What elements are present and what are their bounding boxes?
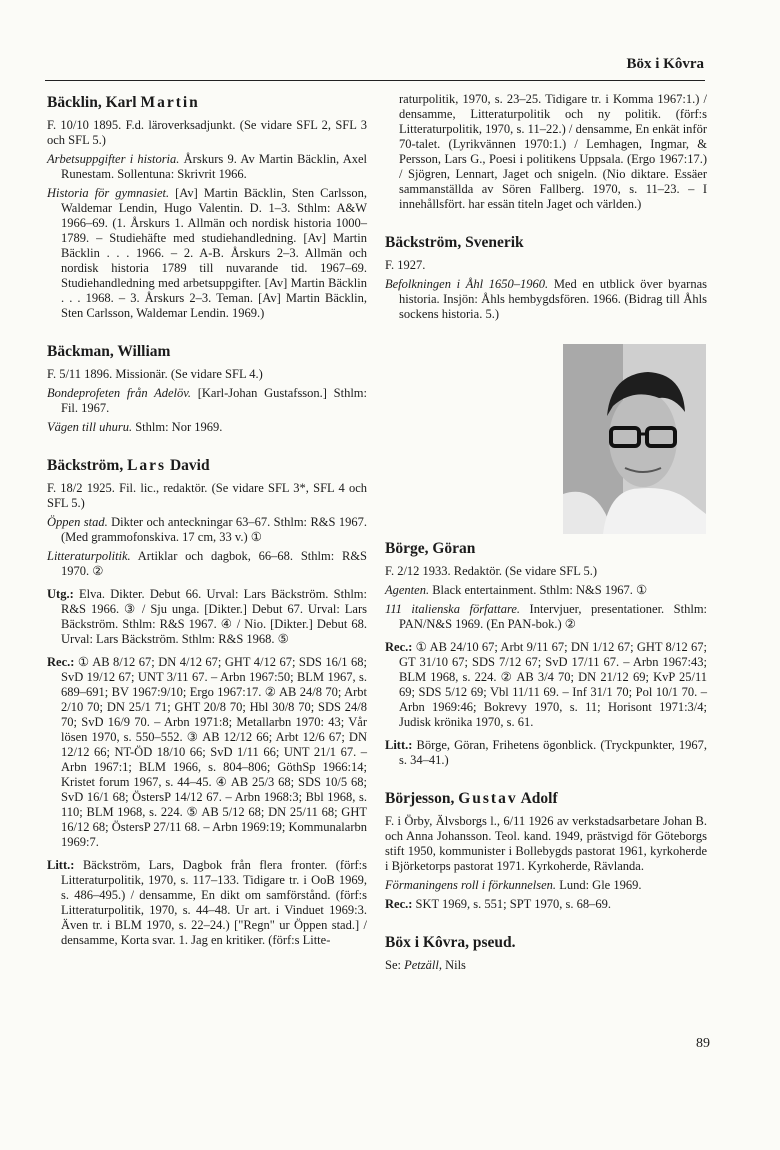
section-label: Utg.: [47, 587, 74, 601]
section-text: Bäckström, Lars, Dagbok från flera fronter. (förf:s Litteraturpolitik, 1970, s. 117–133. Tidigare tr. i OoB 1969, s. 486–495.) / densamme, En dikt om samförstånd. (förf:s Litteraturpolitik, 1970, s. 44–48. Ur art. i Vinduet 1969:3. Även tr. i BLM 1970, s. 22–24.) ["Regn" ur Öppen stad.] / densamme, Korta svar. 1. Jag en kritiker. (förf:s Litte- [61, 858, 367, 947]
work-details: Sthlm: Nor 1969. [132, 420, 223, 434]
literature-section [385, 738, 707, 768]
entry-borge [385, 540, 707, 768]
left-column [47, 92, 367, 970]
heading-text: Bäcklin, Karl [47, 94, 141, 111]
work-details: Med en utblick över byarnas historia. Insjön: Åhls hembygdsfören. 1966. (Bidrag till Åhls sockens historia. 5.) [399, 277, 707, 321]
work-item [47, 386, 367, 416]
entry-backstrom-svenerik [385, 234, 707, 322]
section-text: SKT 1969, s. 551; SPT 1970, s. 68–69. [412, 897, 611, 911]
see-target-surname: Petzäll, [404, 958, 442, 972]
work-item [385, 277, 707, 322]
heading-spaced-name: Martin [140, 94, 200, 111]
section-text: Börge, Göran, Frihetens ögonblick. (Tryckpunkter, 1967, s. 34–41.) [399, 738, 707, 767]
section-label: Rec.: [47, 655, 75, 669]
work-item [47, 186, 367, 321]
section-label: Rec.: [385, 640, 413, 654]
literature-section [47, 858, 367, 948]
work-item [385, 602, 707, 632]
work-title: Historia för gymnasiet. [47, 186, 170, 200]
right-column [385, 92, 707, 995]
work-item [47, 152, 367, 182]
heading-spaced-name: Gustav [458, 790, 518, 807]
work-item [47, 515, 367, 545]
entry-heading: Bäckman, William [47, 343, 171, 360]
work-title: Befolkningen i Åhl 1650–1960. [385, 277, 549, 291]
work-details: [Av] Martin Bäcklin, Sten Carlsson, Waldemar Lendin, Hugo Valentin. D. 1–3. Sthlm: A&W 1966–69. (1. Årskurs 1. Allmän och nordisk historia 1000–1789. – Studiehäfte med studiehandledning. [Av] Martin Bäcklin . . . 1966. – 2. A-B. Årskurs 2–3. Allmän och nordisk historia 1789 till nuvarande tid. 1967–69. Studiehandledning med arbetsuppgifter. [Av] Martin Bäcklin . . . 1968. – 3. Årskurs 2–3. Teman. [Av] Martin Bäcklin, Sten Carlsson, Waldemar Lendin. 1969.) [61, 186, 367, 320]
work-title: 111 italienska författare. [385, 602, 521, 616]
see-label: Se: [385, 958, 405, 972]
work-title: Vägen till uhuru. [47, 420, 133, 434]
work-title: Agenten. [385, 583, 430, 597]
section-text: ① AB 24/10 67; Arbt 9/11 67; DN 1/12 67; GHT 8/12 67; GT 31/10 67; SDS 7/12 67; SvD 17/11 67. – Arbn 1967:43; BLM 1968, s. 224. ② AB 3/4 70; DN 21/12 69; KvP 25/11 69; SDS 5/12 69; Vbl 11/11 69. – Inf 31/1 70; Pol 10/1 70. – Arbn 1969:46; Bokrevy 1970, s. 11; Horisont 1971:3/4; Judisk krönika 1970, s. 61. [399, 640, 707, 729]
biography: F. 1927. [385, 258, 426, 272]
work-details: Dikter och anteckningar 63–67. Sthlm: R&S 1967. (Med grammofonskiva. 17 cm, 33 v.) ① [61, 515, 367, 544]
reviews-section [385, 897, 707, 912]
work-title: Förmaningens roll i förkunnelsen. [385, 878, 557, 892]
entry-heading: Böx i Kôvra, pseud. [385, 934, 516, 951]
work-details: Lund: Gle 1969. [556, 878, 642, 892]
work-details: Årskurs 9. Av Martin Bäcklin, Axel Runestam. Sollentuna: Skrivrit 1966. [61, 152, 368, 181]
entry-heading [385, 790, 707, 808]
work-title: Öppen stad. [47, 515, 108, 529]
reviews-section [385, 640, 707, 730]
entry-heading [47, 94, 367, 112]
section-text: ① AB 8/12 67; DN 4/12 67; GHT 4/12 67; SDS 16/1 68; SvD 19/12 67; UNT 3/11 67. – Arbn 1967:50; BLM 1967, s. 689–691; BV 1967:9/10; Ergo 1967:17. ② AB 24/8 70; Arbt 2/10 70; DN 25/1 71; GHT 20/8 70; Hbl 30/8 70; SDS 24/8 70; SvD 16/9 70. – Arbn 1971:8; Metallarbn 1970: 43; Vår lösen 1970, s. 550–552. ③ AB 12/12 66; Arbt 12/6 67; DN 12/12 66; NT-ÖD 18/10 66; SvD 1/11 66; UNT 21/1 67. – Arbn 1967:1; BLM 1966, s. 804–806; GöthSp 1966:14; Kristet forum 1967, s. 44–45. ④ AB 25/3 68; SDS 10/5 68; SvD 16/1 68; ÖstersP 14/12 67. – Arbn 1968:3; Bbl 1968, s. 110; BLM 1968, s. 224. ⑤ AB 5/12 68; DN 25/11 68; GHT 16/12 68; ÖstersP 27/11 68. – Arbn 1969:19; Kommunalarbn 1969:7. [61, 655, 367, 849]
continued-literature: raturpolitik, 1970, s. 23–25. Tidigare tr. i Komma 1967:1.) / densamme, Litteraturpolitik och ny politik. (förf:s Litteraturpolitik, 1970, s. 11–22.) / densamme, En enkät inför 70-talet. (Lyrikvännen 1970:1.) / Lemhagen, Ingmar, & Persson, Lars G., Poesi i politikens Uppsala. (Ergo 1967:17.) / Sjögren, Lennart, Jaget och snigeln. (Nio diktare. Essäer sammanställda av Sören Fallberg. 1970, s. 11–23. – I innehållsfört. har essän titeln Jaget och världen.) [399, 92, 707, 211]
entry-box-i-kovra [385, 934, 707, 973]
heading-text: David [166, 457, 210, 474]
biography: F. 18/2 1925. Fil. lic., redaktör. (Se vidare SFL 3*, SFL 4 och SFL 5.) [47, 481, 367, 510]
biography: F. 10/10 1895. F.d. läroverksadjunkt. (Se vidare SFL 2, SFL 3 och SFL 5.) [47, 118, 367, 147]
page-number: 89 [696, 1036, 710, 1051]
work-item [47, 549, 367, 579]
entry-heading [47, 457, 367, 475]
work-details: [Karl-Johan Gustafsson.] Sthlm: Fil. 1967. [61, 386, 367, 415]
entry-backman [47, 343, 367, 435]
section-label: Litt.: [47, 858, 75, 872]
reviews-section [47, 655, 367, 850]
work-details: Black entertainment. Sthlm: N&S 1967. ① [429, 583, 648, 597]
see-target-firstname: Nils [441, 958, 466, 972]
work-item [385, 878, 707, 893]
work-title: Arbetsuppgifter i historia. [47, 152, 180, 166]
author-portrait-photo [563, 344, 706, 534]
work-details: Intervjuer, presentationer. Sthlm: PAN/N&S 1969. (En PAN-bok.) ② [399, 602, 708, 631]
section-text: Elva. Dikter. Debut 66. Urval: Lars Bäckström. Sthlm: R&S 1966. ③ / Sju unga. [Dikter.] Debut 67. Urval: Lars Bäckström. Sthlm: R&S 1967. ④ / Nio. [Dikter.] Debut 68. Urval: Lars Bäckström. Sthlm: R&S 1968. ⑤ [61, 587, 367, 646]
entry-backlin [47, 94, 367, 321]
biography: F. i Örby, Älvsborgs l., 6/11 1926 av verkstadsarbetare Johan B. och Anna Johansson. Teol. kand. 1949, prästvigd för Göteborgs stift 1950, kommunister i Bollebygds pastorat 1961, kyrkoherde i Björketorps pastorat 1971. Kyrkoherde, Rävlanda. [385, 814, 707, 873]
work-item [47, 420, 367, 435]
heading-spaced-name: Lars [127, 457, 167, 474]
section-label: Rec.: [385, 897, 413, 911]
running-head: Böx i Kôvra [626, 56, 704, 72]
work-item [385, 583, 707, 598]
work-title: Litteraturpolitik. [47, 549, 131, 563]
entry-heading: Börge, Göran [385, 540, 476, 557]
biography: F. 5/11 1896. Missionär. (Se vidare SFL 4.) [47, 367, 263, 381]
heading-text: Bäckström, [47, 457, 128, 474]
see-reference [385, 958, 707, 973]
entry-backstrom-lars [47, 457, 367, 948]
edited-section [47, 587, 367, 647]
biography: F. 2/12 1933. Redaktör. (Se vidare SFL 5.) [385, 564, 598, 578]
heading-text: Börjesson, [385, 790, 459, 807]
entry-borjesson [385, 790, 707, 912]
work-details: Artiklar och dagbok, 66–68. Sthlm: R&S 1970. ② [61, 549, 367, 578]
entry-heading: Bäckström, Svenerik [385, 234, 524, 251]
heading-text: Adolf [517, 790, 558, 807]
header-rule [45, 80, 705, 81]
work-title: Bondeprofeten från Adelöv. [47, 386, 192, 400]
section-label: Litt.: [385, 738, 413, 752]
